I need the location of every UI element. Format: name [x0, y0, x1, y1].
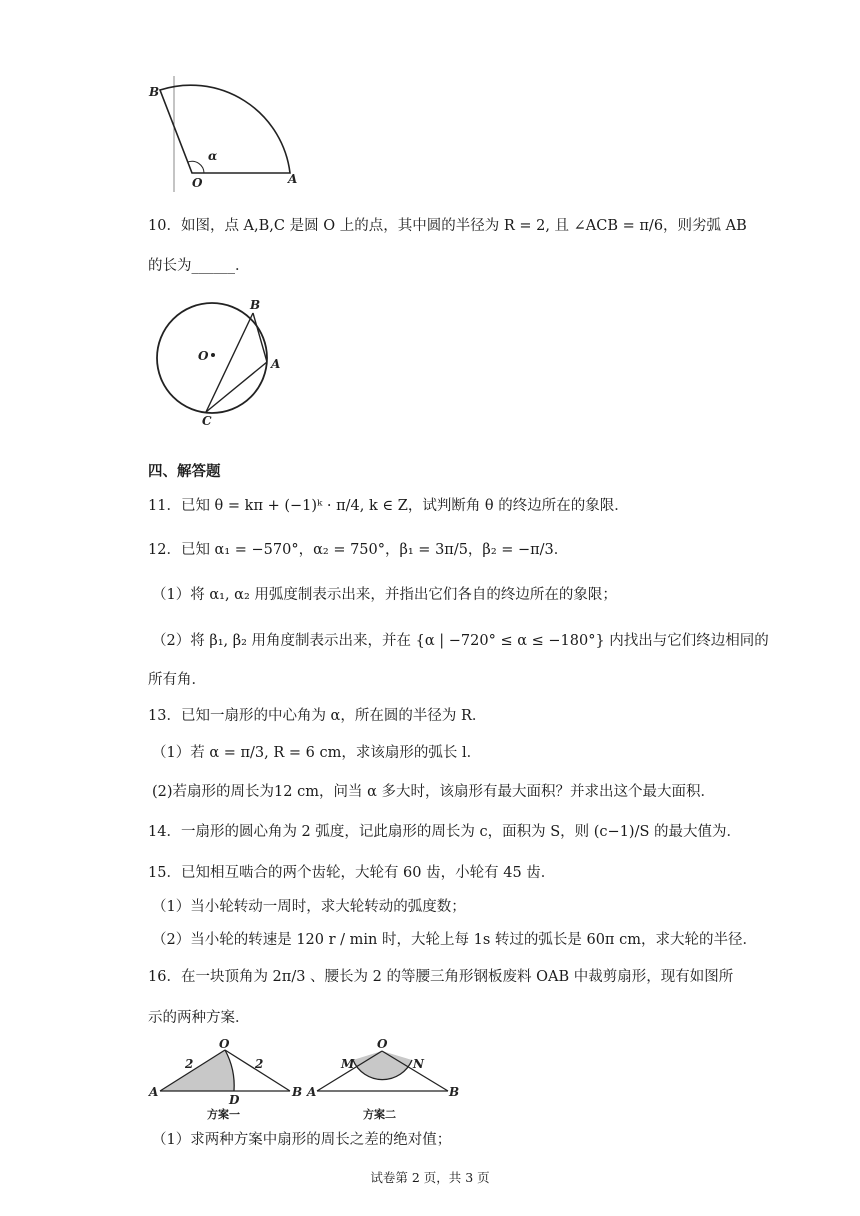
label-B: B: [449, 1085, 460, 1099]
label-A: A: [149, 1085, 159, 1099]
label-D: D: [229, 1093, 240, 1107]
chord-BA: [253, 313, 267, 362]
caption-plan-one: 方案一: [207, 1108, 240, 1121]
sector-shape: [160, 85, 290, 173]
plan-one-figure: [145, 1037, 303, 1123]
question-12-part2-line2: 所有角．: [148, 672, 206, 688]
label-A: A: [288, 172, 298, 186]
caption-plan-two: 方案二: [363, 1108, 396, 1121]
sector-shaded: [353, 1051, 412, 1080]
question-12: 12．已知 α₁ = −570°，α₂ = 750°，β₁ = 3π/5，β₂ = −π/3．: [148, 542, 569, 558]
label-M: M: [341, 1057, 355, 1071]
question-13-part2: (2)若扇形的周长为12 cm，问当 α 多大时，该扇形有最大面积？并求出这个最大面积．: [152, 784, 715, 800]
label-O: O: [192, 176, 203, 190]
label-right-length: 2: [255, 1057, 264, 1071]
question-12-part2-line1: （2）将 β₁, β₂ 用角度制表示出来，并在 {α | −720° ≤ α ≤ −180°} 内找出与它们终边相同的: [152, 633, 769, 649]
label-C: C: [202, 414, 212, 428]
label-A: A: [271, 357, 281, 371]
question-15: 15．已知相互啮合的两个齿轮，大轮有 60 齿，小轮有 45 齿．: [148, 865, 556, 881]
label-B: B: [292, 1085, 303, 1099]
sector-figure: [140, 70, 310, 195]
question-15-part1: （1）当小轮转动一周时，求大轮转动的弧度数；: [152, 899, 466, 915]
question-13-part1: （1）若 α = π/3, R = 6 cm，求该扇形的弧长 l．: [152, 745, 482, 761]
label-B: B: [250, 298, 261, 312]
circle-figure: [150, 295, 290, 430]
question-10-line1: 10．如图，点 A,B,C 是圆 O 上的点，其中圆的半径为 R = 2, 且 ∠ACB = π/6，则劣弧 AB: [148, 218, 747, 234]
question-16-line1: 16．在一块顶角为 2π/3 、腰长为 2 的等腰三角形钢板废料 OAB 中裁剪扇形，现有如图所: [148, 969, 734, 985]
label-O: O: [198, 349, 209, 363]
label-A: A: [307, 1085, 317, 1099]
sector-shaded: [160, 1050, 234, 1091]
question-16-part1: （1）求两种方案中扇形的周长之差的绝对值；: [152, 1132, 452, 1148]
chord-CB: [206, 313, 253, 412]
label-O: O: [377, 1037, 388, 1051]
question-14: 14．一扇形的圆心角为 2 弧度，记此扇形的周长为 c，面积为 S，则 (c−1)/S 的最大值为．: [148, 824, 742, 840]
label-alpha: α: [208, 149, 218, 163]
question-16-line2: 示的两种方案．: [148, 1010, 250, 1026]
question-12-part1: （1）将 α₁, α₂ 用弧度制表示出来，并指出它们各自的终边所在的象限；: [152, 587, 617, 603]
section-heading: 四、解答题: [148, 464, 221, 480]
label-O: O: [219, 1037, 230, 1051]
label-B: B: [149, 85, 160, 99]
question-10-line2: 的长为______．: [148, 258, 250, 274]
question-11: 11．已知 θ = kπ + (−1)ᵏ · π/4, k ∈ Z，试判断角 θ 的终边所在的象限．: [148, 498, 629, 514]
center-dot: [211, 353, 215, 357]
label-left-length: 2: [185, 1057, 194, 1071]
plan-two-figure: [305, 1038, 465, 1123]
label-N: N: [413, 1057, 424, 1071]
question-13: 13．已知一扇形的中心角为 α，所在圆的半径为 R．: [148, 708, 487, 724]
page-footer: 试卷第 2 页，共 3 页: [370, 1170, 490, 1185]
question-15-part2: （2）当小轮的转速是 120 r / min 时，大轮上每 1s 转过的弧长是 60π cm，求大轮的半径．: [152, 932, 757, 948]
